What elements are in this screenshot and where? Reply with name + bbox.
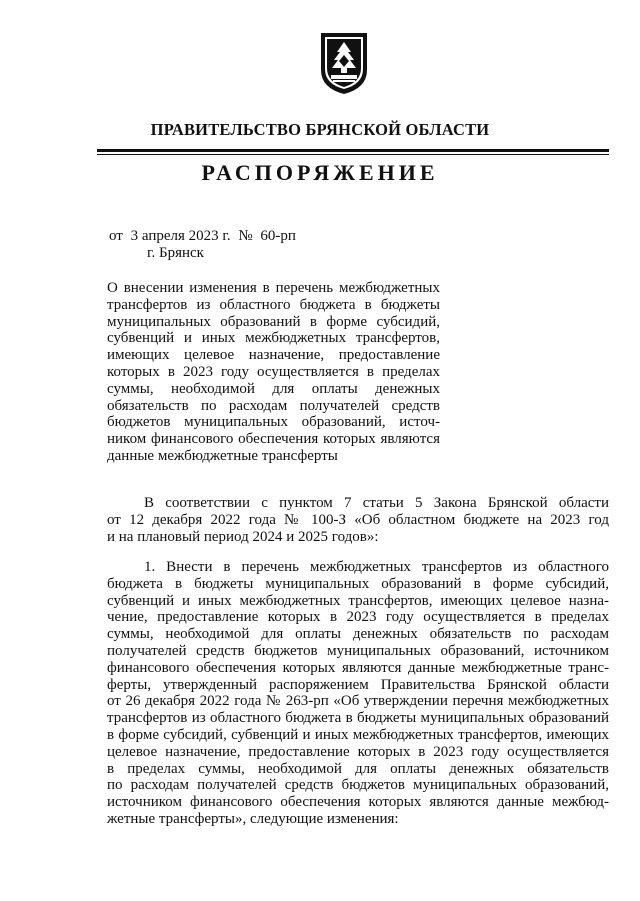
document-subject [107, 280, 440, 465]
subject-line: суммы, необходимой для оплаты денежных [107, 380, 440, 397]
paragraph-line: 1. Внести в перечень межбюджетных трансфертов из областного [144, 559, 609, 575]
number-sign: № [238, 228, 253, 244]
subject-line: муниципальных образований в форме субсидий, [107, 313, 440, 330]
subject-line: которых в 2023 году осуществляется в пределах [107, 363, 440, 380]
paragraph-line: от 12 декабря 2022 года № 100-З «Об областном бюджете на 2023 год [107, 511, 609, 528]
document-date: 3 апреля 2023 г. [130, 228, 231, 244]
subject-line: субвенций и иных межбюджетных трансфертов, [107, 330, 440, 347]
subject-line: трансфертов из областного бюджета в бюджеты [107, 296, 440, 313]
date-prefix: от [109, 228, 123, 244]
subject-line: ником финансового обеспечения которых являются [107, 431, 440, 448]
paragraph-line: В соответствии с пунктом 7 статьи 5 Закона Брянской области [144, 495, 609, 511]
paragraph-line: в пределах суммы, необходимой для оплаты денежных обязательств [107, 760, 609, 777]
paragraph-line: в форме субсидий, субвенций и иных межбюджетных трансфертов, имеющих [107, 726, 609, 743]
paragraph-line: трансфертов из областного бюджета в бюджеты муниципальных образований [107, 710, 609, 727]
header-divider-thin [97, 154, 609, 155]
subject-line: обязательств по расходам получателей средств [107, 397, 440, 414]
paragraph-line: целевое назначение, предоставление которых в 2023 году осуществляется [107, 743, 609, 760]
subject-line: бюджетов муниципальных образований, источ- [107, 414, 440, 431]
paragraph-line: жетные трансферты», следующие изменения: [107, 810, 399, 827]
paragraph-line: по расходам получателей средств бюджетов муниципальных образований, [107, 777, 609, 794]
paragraph-line: от 26 декабря 2022 года № 263-рп «Об утверждении перечня межбюджетных [107, 693, 609, 710]
header-divider-thick [97, 149, 609, 152]
paragraph-line: бюджета в бюджеты муниципальных образований в форме субсидий, [107, 575, 609, 592]
preamble-paragraph [107, 495, 609, 545]
paragraph-line: суммы, необходимой для оплаты денежных обязательств по расходам [107, 626, 609, 643]
subject-line: имеющих целевое назначение, предоставление [107, 347, 440, 364]
document-type-title: РАСПОРЯЖЕНИЕ [201, 160, 439, 185]
subject-line: О внесении изменения в перечень межбюджетных [107, 280, 440, 296]
paragraph-line: финансового обеспечения которых являются данные межбюджетные транс- [107, 659, 609, 676]
paragraph-line: источником финансового обеспечения которых являются данные межбюд- [107, 794, 609, 811]
paragraph-line: ферты, утвержденный распоряжением Правительства Брянской области [107, 676, 609, 693]
paragraph-line: получателей средств бюджетов муниципальных образований, источником [107, 642, 609, 659]
paragraph-line: субвенций и иных межбюджетных трансфертов, имеющих целевое назна- [107, 592, 609, 609]
government-title: ПРАВИТЕЛЬСТВО БРЯНСКОЙ ОБЛАСТИ [150, 120, 490, 139]
item-1-paragraph [107, 559, 609, 828]
bryansk-coat-of-arms-icon [318, 30, 370, 96]
city-line: г. Брянск [147, 245, 204, 261]
paragraph-line: чение, предоставление которых в 2023 году осуществляется в пределах [107, 609, 609, 626]
document-number: 60-рп [260, 228, 296, 244]
date-number-line [109, 228, 300, 245]
paragraph-line: и на плановый период 2024 и 2025 годов»: [107, 528, 379, 545]
subject-line: данные межбюджетные трансферты [107, 447, 338, 464]
